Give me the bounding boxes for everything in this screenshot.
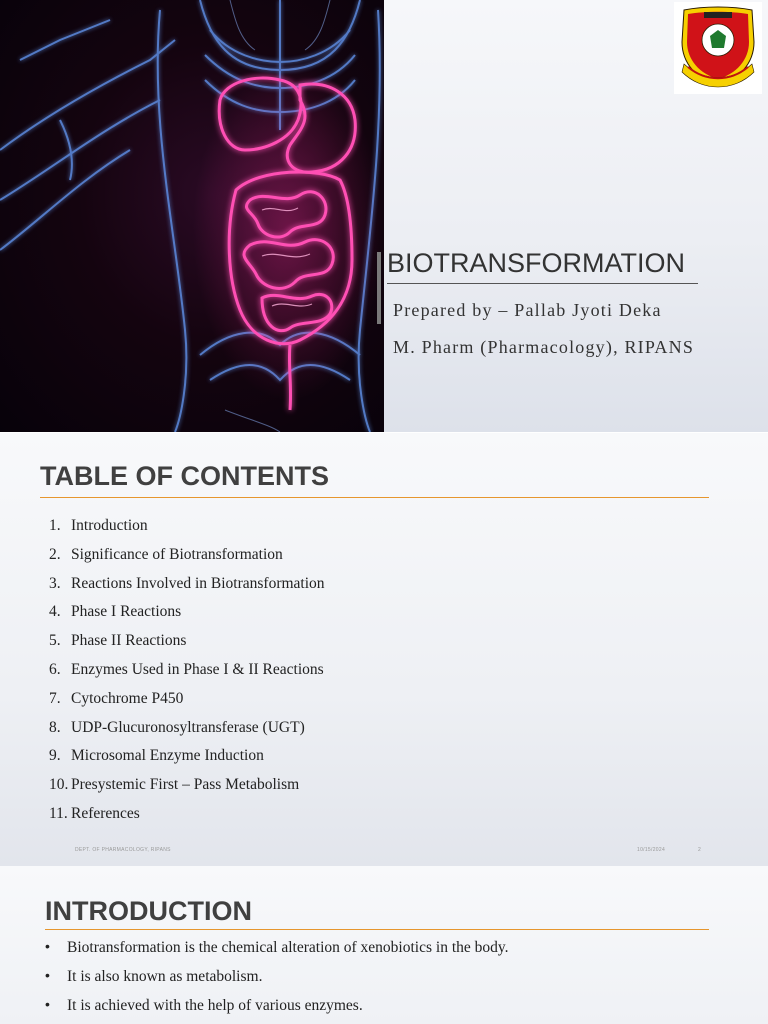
toc-item-number: 3. xyxy=(49,574,61,592)
toc-item-number: 5. xyxy=(49,632,61,650)
toc-item-text: Enzymes Used in Phase I & II Reactions xyxy=(71,660,324,678)
title-accent-bar xyxy=(377,252,381,324)
toc-item-number: 10. xyxy=(49,776,69,794)
introduction-heading: INTRODUCTION xyxy=(45,896,252,926)
toc-item-text: Microsomal Enzyme Induction xyxy=(71,747,264,765)
toc-item-text: Reactions Involved in Biotransformation xyxy=(71,574,325,592)
college-logo xyxy=(674,2,762,94)
toc-item-text: Significance of Biotransformation xyxy=(71,545,283,563)
toc-item-number: 7. xyxy=(49,689,61,707)
toc-item-number: 2. xyxy=(49,545,61,563)
college-crest-logo-icon xyxy=(674,2,762,94)
table-of-contents-slide xyxy=(0,433,768,866)
toc-item-number: 6. xyxy=(49,660,61,678)
title-slide xyxy=(0,0,768,432)
presentation-title: BIOTRANSFORMATION xyxy=(387,248,686,278)
toc-item-text: Phase II Reactions xyxy=(71,632,187,650)
digestive-system-xray-icon xyxy=(0,0,384,432)
introduction-heading-rule xyxy=(45,929,709,930)
toc-item-text: Cytochrome P450 xyxy=(71,689,184,707)
footer-department: DEPT. OF PHARMACOLOGY, RIPANS xyxy=(75,847,171,853)
bullet-icon: • xyxy=(45,938,50,954)
toc-heading: TABLE OF CONTENTS xyxy=(40,461,329,491)
bullet-text: Biotransformation is the chemical alteration of xenobiotics in the body. xyxy=(67,939,509,956)
bullet-icon: • xyxy=(45,995,50,1012)
toc-item-text: Introduction xyxy=(71,517,148,534)
toc-item-text: Presystemic First – Pass Metabolism xyxy=(71,776,300,794)
footer-date: 10/15/2024 xyxy=(637,847,666,853)
bullet-text: It is also known as metabolism. xyxy=(67,967,263,985)
toc-item-number: 1. xyxy=(49,517,61,534)
toc-item-number: 11. xyxy=(49,804,68,822)
toc-item-number: 4. xyxy=(49,603,61,621)
prepared-by-line: Prepared by – Pallab Jyoti Deka xyxy=(393,300,662,320)
title-underline xyxy=(387,283,698,284)
toc-item-number: 9. xyxy=(49,747,61,765)
toc-item-number: 8. xyxy=(49,718,61,736)
toc-item-text: Phase I Reactions xyxy=(71,603,182,621)
qualification-line: M. Pharm (Pharmacology), RIPANS xyxy=(393,337,695,357)
introduction-slide xyxy=(0,866,768,1024)
digestive-system-illustration xyxy=(0,0,384,432)
toc-item-text: UDP-Glucuronosyltransferase (UGT) xyxy=(71,718,305,736)
toc-item-text: References xyxy=(71,804,140,822)
toc-heading-rule xyxy=(40,497,709,498)
bullet-text: It is achieved with the help of various enzymes. xyxy=(67,996,363,1014)
footer-page-number: 2 xyxy=(698,847,702,853)
bullet-icon: • xyxy=(45,966,50,983)
